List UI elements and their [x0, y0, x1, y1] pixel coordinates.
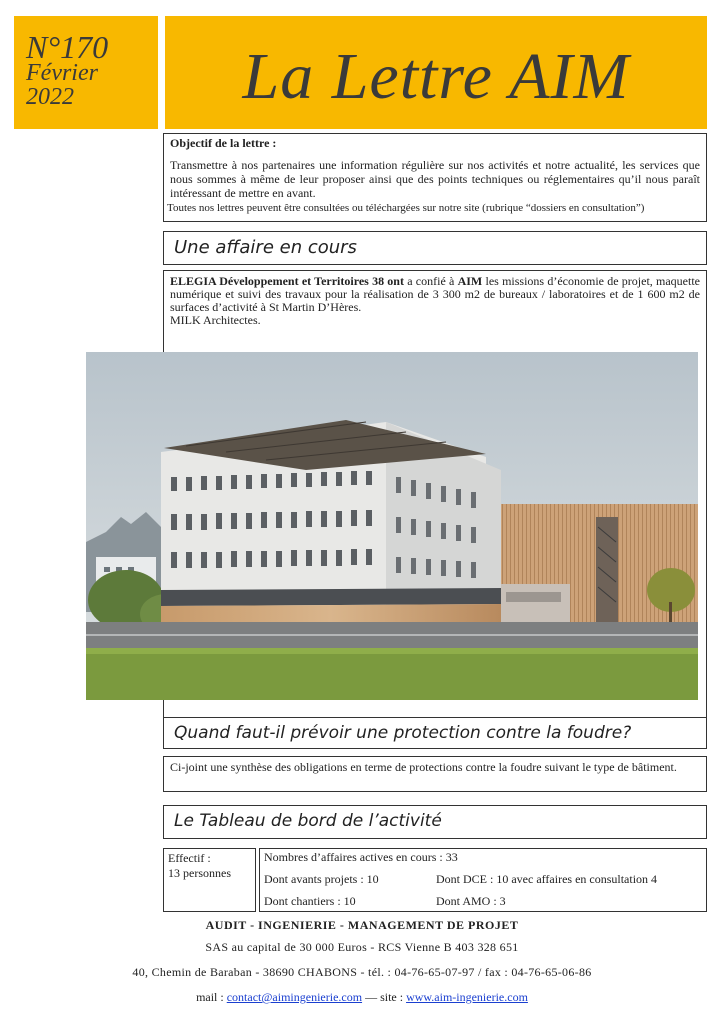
stat-active: Nombres d’affaires actives en cours : 33 [264, 850, 458, 864]
stat-chantiers: Dont chantiers : 10 [264, 894, 356, 908]
activity-stats-box [259, 848, 707, 912]
section-title-affaire: Une affaire en cours [163, 231, 707, 265]
foudre-box [163, 756, 707, 792]
foudre-text: Ci-joint une synthèse des obligations en terme de protections contre la foudre suivant le type de bâtiment. [170, 760, 677, 774]
website-link[interactable]: www.aim-ingenierie.com [406, 990, 528, 1004]
issue-year: 2022 [26, 84, 74, 110]
issue-number: N°170 [26, 29, 109, 65]
stat-avant-projets: Dont avants projets : 10 [264, 872, 379, 886]
client-name: ELEGIA Développement et Territoires 38 ont [170, 274, 404, 288]
email-link[interactable]: contact@aimingenierie.com [226, 990, 363, 1004]
affair-description [170, 275, 700, 314]
effectif-value: 13 personnes [168, 866, 231, 880]
section-title-tableau: Le Tableau de bord de l’activité [163, 805, 707, 839]
architect: MILK Architectes. [170, 313, 261, 327]
mail-label: mail : [196, 990, 227, 1004]
objective-heading: Objectif de la lettre : [170, 136, 277, 150]
page-title: La Lettre AIM [242, 39, 630, 113]
section-title-foudre: Quand faut-il prévoir une protection contre la foudre? [163, 717, 707, 749]
aim-name: AIM [457, 274, 483, 288]
stat-dce: Dont DCE : 10 avec affaires en consultation 4 [436, 872, 658, 886]
issue-box [14, 16, 158, 129]
footer-tagline: AUDIT - INGENIERIE - MANAGEMENT DE PROJET [205, 918, 519, 932]
stat-amo: Dont AMO : 3 [436, 894, 506, 908]
footer [0, 918, 724, 1005]
issue-month: Février [26, 60, 98, 86]
objective-text: Transmettre à nos partenaires une information régulière sur nos activités et notre actualité, les services que nous sommes à même de leur proposer ainsi que des points techniques ou réglementaires qu’il nous paraît intéressant de mettre en avant. [170, 158, 700, 200]
building-rendering-image [86, 352, 698, 700]
affair-text-b: les missions d’économie de projet, maquette numérique et suivi des travaux pour la réalisation de 3 300 m2 de bureaux / laboratoires et de 1 600 m2 de surfaces d’activité à St Martin D’Hères. [170, 274, 701, 314]
effectif-box [163, 848, 256, 912]
footer-contact [0, 990, 724, 1005]
objective-box [163, 133, 707, 222]
affair-text-a: a confié à [403, 274, 458, 288]
objective-note: Toutes nos lettres peuvent être consultées ou téléchargées sur notre site (rubrique “dossiers en consultation”) [167, 202, 645, 214]
title-banner [165, 16, 707, 129]
site-label: — site : [362, 990, 407, 1004]
footer-address: 40, Chemin de Baraban - 38690 CHABONS - tél. : 04-76-65-07-97 / fax : 04-76-65-06-86 [132, 965, 592, 979]
effectif-label: Effectif : [168, 851, 211, 865]
footer-company-info: SAS au capital de 30 000 Euros - RCS Vienne B 403 328 651 [205, 940, 519, 954]
